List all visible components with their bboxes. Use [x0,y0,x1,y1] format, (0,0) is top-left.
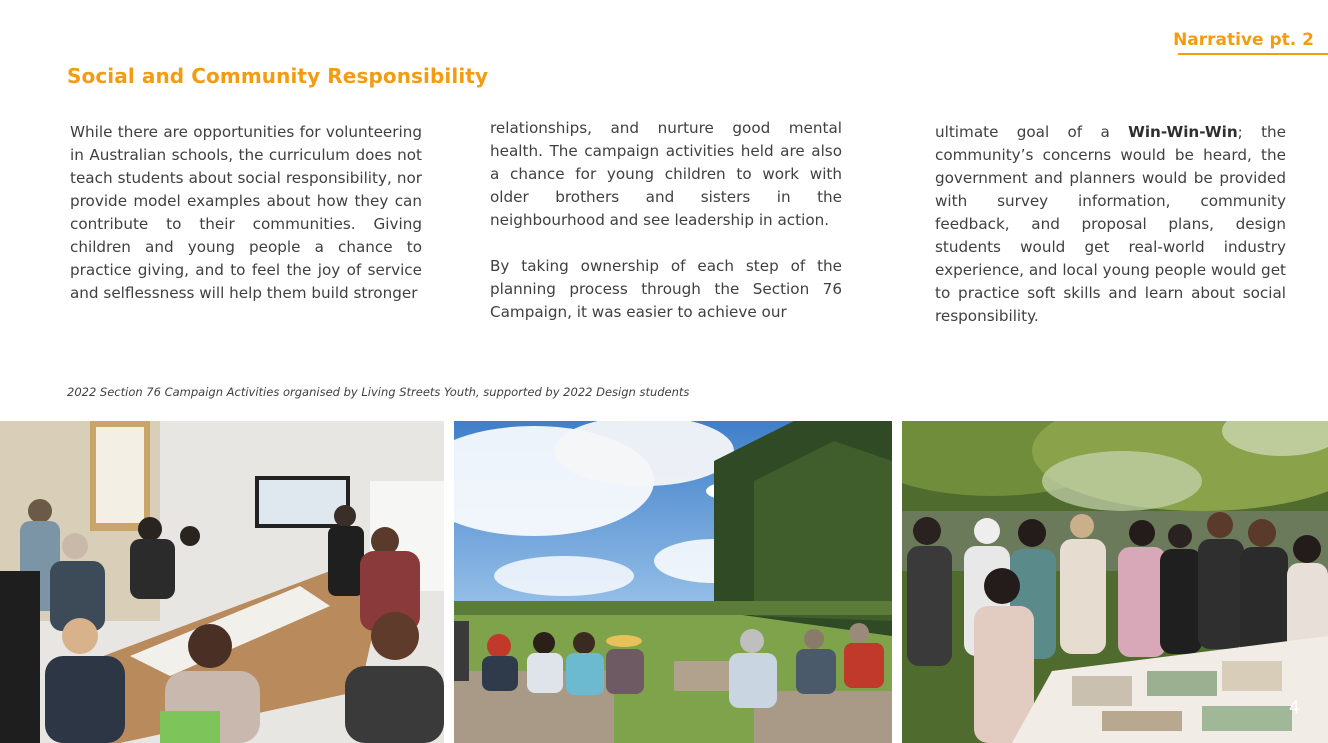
column-3-text-end: ; the community’s concerns would be heard, the government and planners would be provided with survey information, community feedback, and proposal plans, design students would get real-world industry experience, and local young people would get to practice soft skills and learn about social responsibility. [935,123,1286,325]
column-2-paragraph-2: By taking ownership of each step of the planning process through the Section 76 Campaign, it was easier to achieve our [490,257,842,321]
section-label-rule [1178,53,1328,55]
section-label: Narrative pt. 2 [1173,30,1314,50]
column-1-paragraph: While there are opportunities for volunteering in Australian schools, the curriculum does not teach students about social responsibility, nor provide model examples about how they can contribute to their communities. Giving children and young people a chance to practice giving, and to feel the joy of service and selflessness will help them build stronger [70,123,422,302]
text-column-1 [70,121,422,305]
photo-workshop [0,421,444,743]
column-2-paragraph-1: relationships, and nurture good mental health. The campaign activities held are also a chance for young children to work with older brothers and sisters in the neighbourhood and see leadership in action. [490,119,842,229]
text-column-3 [935,121,1286,328]
photo-group-exhibition [902,421,1328,743]
photo-caption: 2022 Section 76 Campaign Activities organised by Living Streets Youth, supported by 2022 Design students [67,385,690,399]
column-3-paragraph [935,121,1286,328]
photo-park-gathering [454,421,892,743]
column-3-text-start: ultimate goal of a [935,123,1129,141]
page-title: Social and Community Responsibility [67,64,489,88]
win-win-win-emphasis: Win-Win-Win [1128,123,1238,141]
page-number: 4 [1289,698,1300,718]
text-column-2 [490,117,842,324]
